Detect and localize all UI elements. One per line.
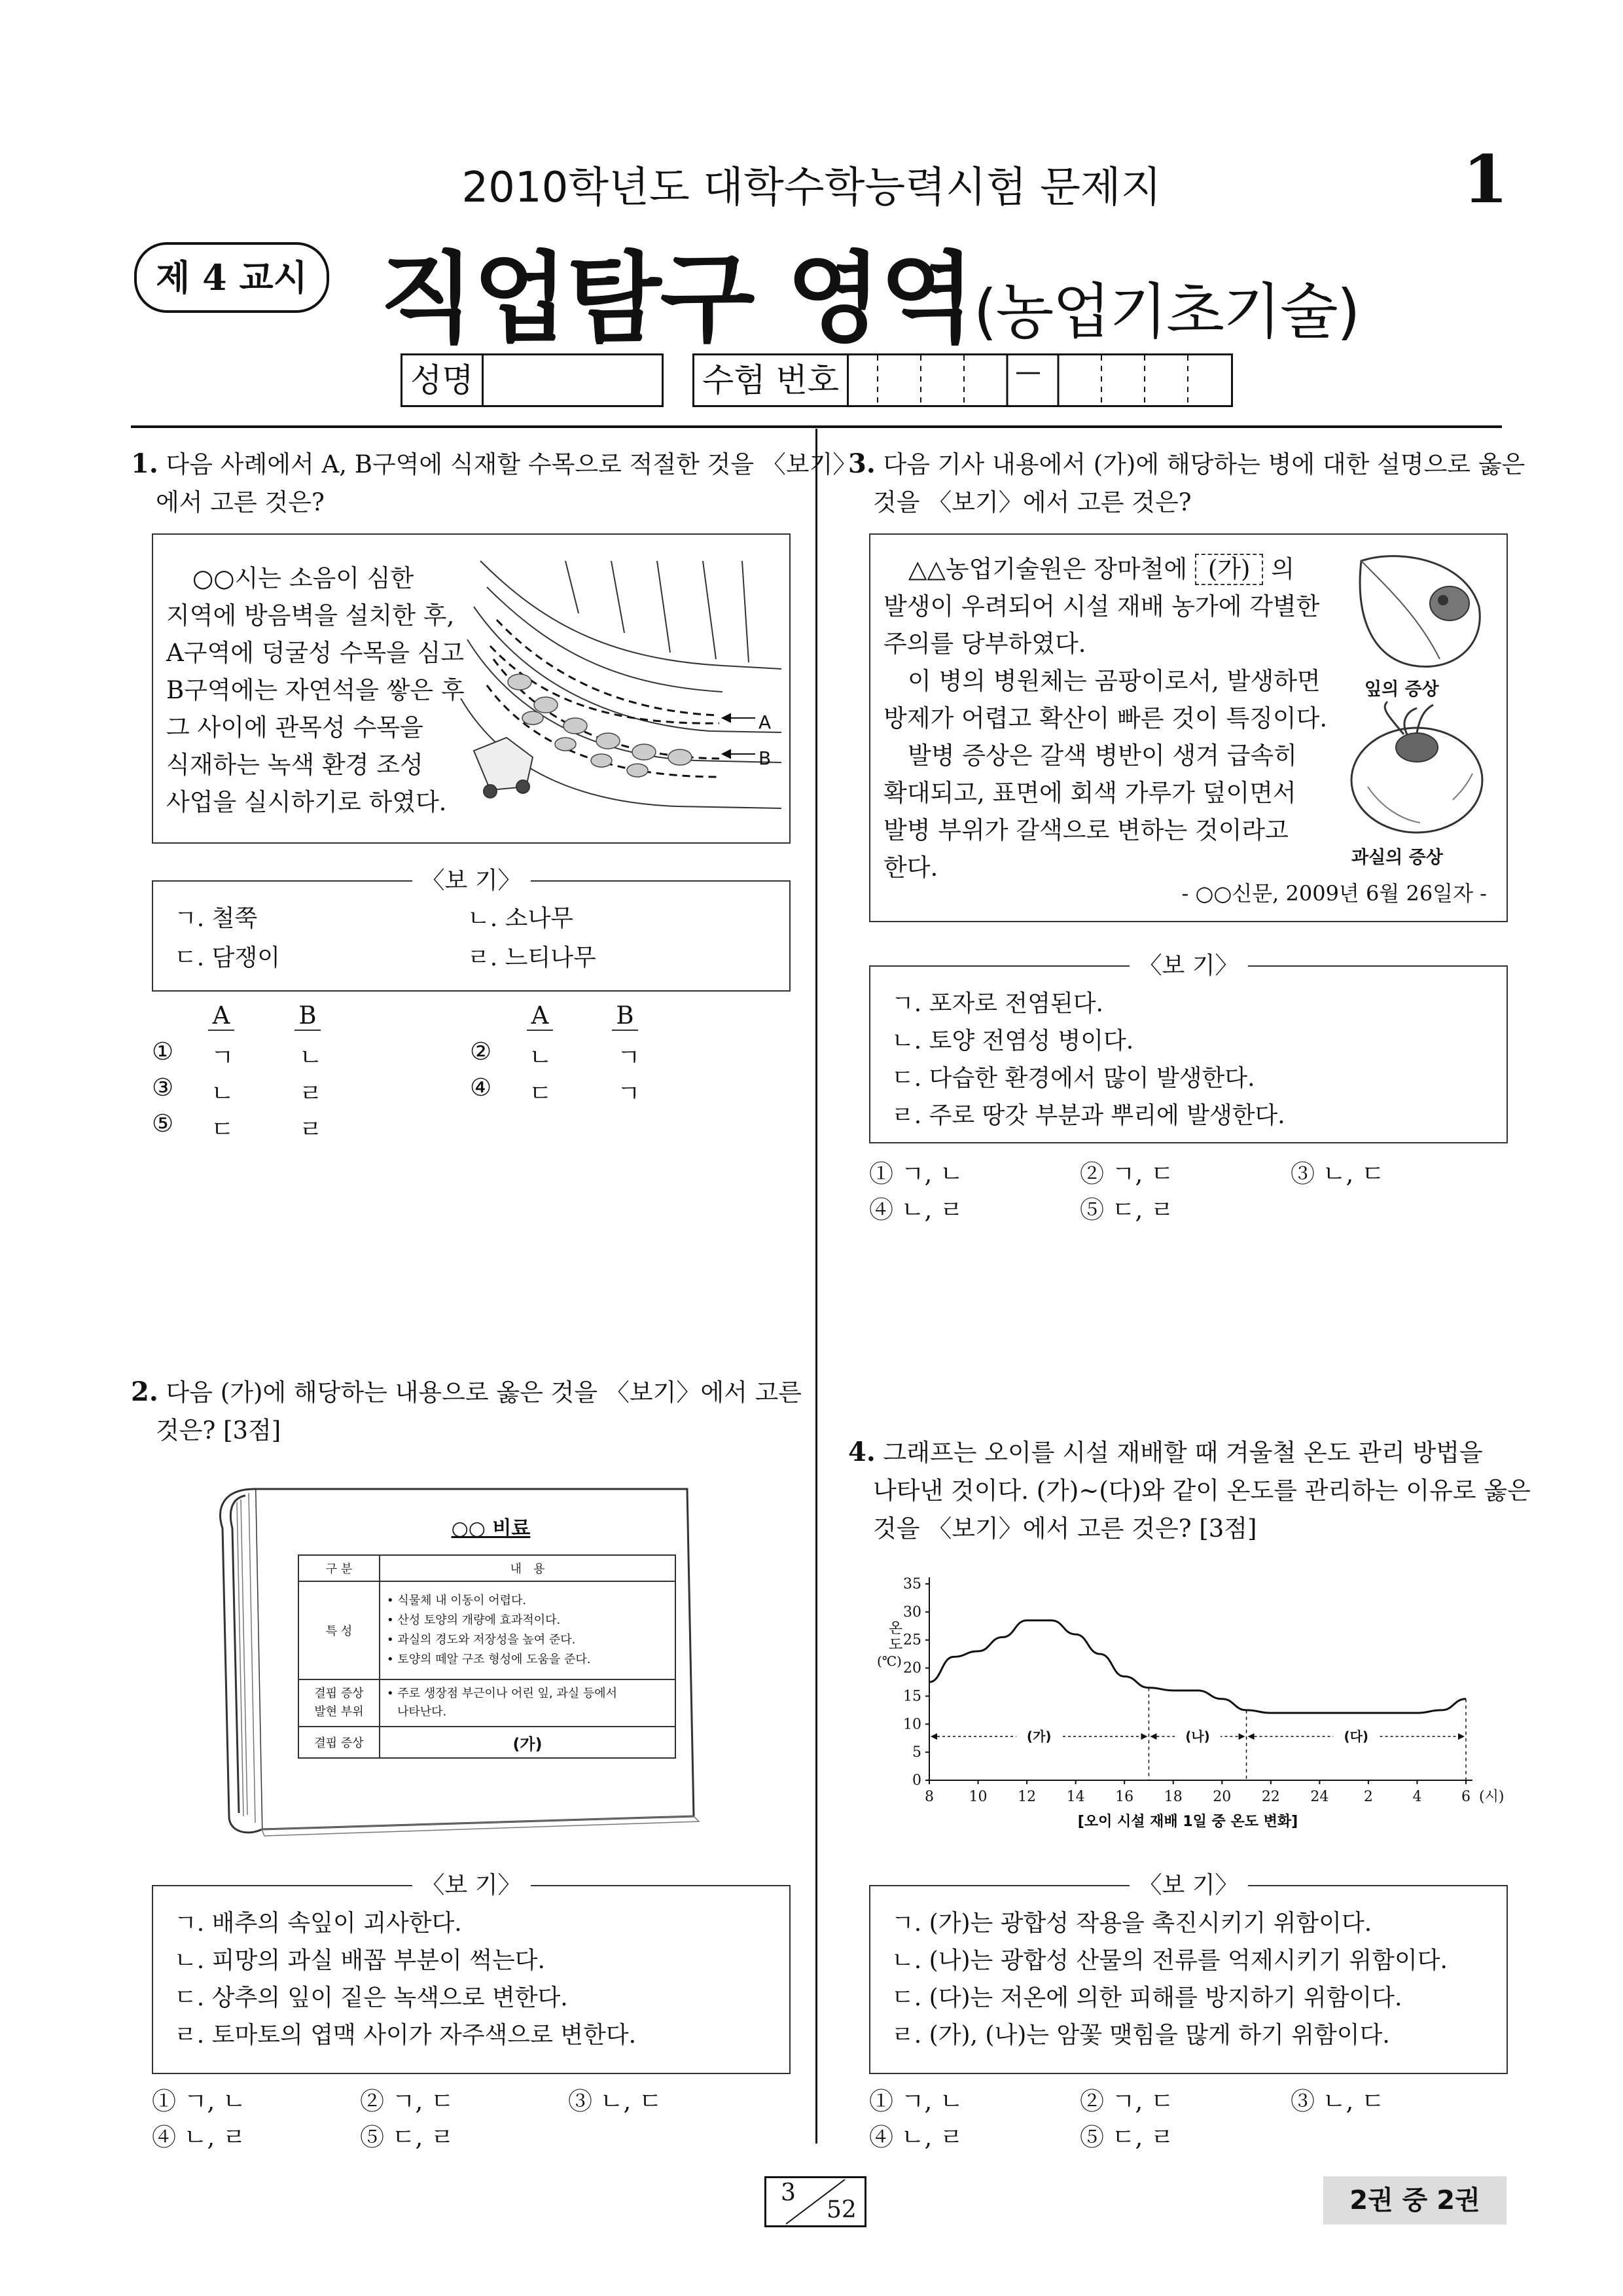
q3-stem-line1: 다음 기사 내용에서 (가)에 해당하는 병에 대한 설명으로 옳은	[883, 450, 1525, 478]
chart-x-tick-label: 4	[1412, 1789, 1422, 1805]
q2-bogi-item: ㄷ. 상추의 잎이 짙은 녹색으로 변한다.	[174, 1984, 568, 2011]
footer-page-top: 3	[781, 2179, 796, 2206]
q4-bogi-item: ㄱ. (가)는 광합성 작용을 촉진시키기 위함이다.	[891, 1910, 1372, 1937]
q3-source: - ○○신문, 2009년 6월 26일자 -	[1181, 881, 1487, 906]
q4-stem-line3: 것을 〈보기〉에서 고른 것은? [3점]	[873, 1515, 1257, 1543]
q2-table-head-2: 내 용	[380, 1555, 675, 1581]
q3-number: 3.	[848, 448, 876, 479]
soundwall-illustration	[461, 561, 781, 823]
q3-fruit-caption: 과실의 증상	[1351, 848, 1443, 868]
chart-ylabel: 온	[889, 1621, 903, 1637]
q3-choice-5[interactable]: ⑤ ㄷ, ㄹ	[1080, 1196, 1174, 1224]
q1-col-a: A	[527, 1001, 553, 1031]
q3-bogi-box	[869, 952, 1508, 1143]
q3-passage-line: 방제가 어렵고 확산이 빠른 것이 특징이다.	[883, 704, 1328, 732]
q2-choice-5[interactable]: ⑤ ㄷ, ㄹ	[360, 2123, 454, 2151]
chart-period-label: (다)	[1344, 1729, 1369, 1745]
chart-x-tick-label: 12	[1018, 1789, 1037, 1805]
fruit-symptom-image	[1342, 702, 1492, 839]
chart-x-tick-label: 6	[1461, 1789, 1471, 1805]
chart-period-arrow	[1458, 1733, 1465, 1740]
q2-choice-4[interactable]: ④ ㄴ, ㄹ	[152, 2123, 246, 2151]
q1-passage-line: B구역에는 자연석을 쌓은 후	[166, 676, 465, 704]
q1-bogi-box	[152, 867, 791, 992]
q3-choice-1[interactable]: ① ㄱ, ㄴ	[869, 1160, 963, 1188]
q3-bogi-item: ㄱ. 포자로 전염된다.	[891, 990, 1103, 1017]
q1-passage-line: 식재하는 녹색 환경 조성	[166, 751, 423, 779]
q2-choice-2[interactable]: ② ㄱ, ㄷ	[360, 2087, 454, 2115]
name-field[interactable]	[401, 353, 664, 407]
q3-passage-line: 한다.	[883, 853, 938, 882]
q2-fertilizer-table	[298, 1554, 676, 1759]
q2-bogi-item: ㄴ. 피망의 과실 배꼽 부분이 썩는다.	[174, 1947, 545, 1974]
q4-bogi-box	[869, 1872, 1508, 2074]
q3-passage-line: 발병 증상은 갈색 병반이 생겨 급속히	[883, 742, 1297, 770]
q2-stem-line2: 것은? [3점]	[156, 1416, 281, 1444]
footer-volume: 2권 중 2권	[1323, 2176, 1507, 2225]
exam-number-label: 수험 번호	[694, 355, 849, 405]
q2-row1-item: • 과실의 경도와 저장성을 높여 준다.	[387, 1633, 576, 1647]
q4-bogi-item: ㄹ. (가), (나)는 암꽃 맺힘을 많게 하기 위함이다.	[891, 2022, 1390, 2049]
q1-label-a: A	[758, 711, 772, 733]
q2-row2-text: 나타난다.	[397, 1705, 447, 1719]
column-divider	[815, 429, 817, 2144]
q3-passage-line: 이 병의 병원체는 곰팡이로서, 발생하면	[883, 667, 1321, 695]
q3-passage-line: △△농업기술원은 장마철에	[908, 555, 1188, 583]
q1-bogi-title: 〈보 기〉	[412, 867, 531, 894]
q2-bogi-title: 〈보 기〉	[412, 1872, 531, 1899]
q1-choice-3[interactable]: ③ ㄴ ㄹ	[152, 1073, 323, 1107]
q4-bogi-title: 〈보 기〉	[1130, 1872, 1248, 1899]
q3-choice-3[interactable]: ③ ㄴ, ㄷ	[1291, 1160, 1385, 1188]
leaf-symptom-image	[1342, 548, 1492, 679]
chart-period-label: (나)	[1185, 1729, 1210, 1745]
exam-number-dash: —	[1015, 357, 1041, 387]
question-2	[131, 1373, 802, 1450]
q2-row3-value: (가)	[380, 1727, 675, 1758]
q3-leaf-caption: 잎의 증상	[1364, 679, 1439, 700]
question-3	[848, 445, 1525, 522]
q4-stem-line2: 나타낸 것이다. (가)~(다)와 같이 온도를 관리하는 이유로 옳은	[873, 1477, 1531, 1505]
q2-choice-1[interactable]: ① ㄱ, ㄴ	[152, 2087, 246, 2115]
q3-bogi-item: ㄹ. 주로 땅갓 부분과 뿌리에 발생한다.	[891, 1102, 1285, 1129]
q1-stem-line1: 다음 사례에서 A, B구역에 식재할 수목으로 적절한 것을 〈보기〉	[166, 450, 857, 478]
q1-bogi-item: ㄹ. 느티나무	[467, 944, 596, 971]
q3-passage-line: 의	[1271, 555, 1294, 583]
q3-passage-line: 발병 부위가 갈색으로 변하는 것이라고	[883, 816, 1289, 844]
page-number: 1	[1463, 141, 1508, 218]
q1-stem-line2: 에서 고른 것은?	[156, 488, 325, 516]
q4-choice-4[interactable]: ④ ㄴ, ㄹ	[869, 2123, 963, 2151]
q1-bogi-item: ㄷ. 담쟁이	[174, 944, 280, 971]
q3-bogi-item: ㄴ. 토양 전염성 병이다.	[891, 1028, 1134, 1054]
q2-table-head-1: 구 분	[298, 1555, 380, 1581]
chart-ylabel: 도	[889, 1637, 903, 1653]
q1-passage-line: 지역에 방음벽을 설치한 후,	[166, 601, 455, 630]
q4-bogi-item: ㄷ. (다)는 저온에 의한 피해를 방지하기 위함이다.	[891, 1984, 1402, 2011]
q1-label-b: B	[758, 747, 772, 769]
footer-page-number	[764, 2176, 866, 2227]
chart-period-arrow	[1248, 1733, 1255, 1740]
exam-number-field[interactable]	[692, 353, 1233, 407]
chart-ylabel-unit: (℃)	[877, 1653, 902, 1669]
chart-y-tick-label: 10	[903, 1716, 921, 1733]
chart-y-tick-label: 25	[903, 1632, 921, 1649]
q1-col-a: A	[208, 1001, 234, 1031]
q1-passage-box	[152, 533, 791, 844]
q1-bogi-item: ㄱ. 철쭉	[174, 905, 258, 932]
chart-x-tick-label: 10	[969, 1789, 988, 1805]
chart-x-tick-label: 22	[1261, 1789, 1280, 1805]
q2-bogi-box	[152, 1872, 791, 2074]
q2-row1-item: • 토양의 떼알 구조 형성에 도움을 준다.	[387, 1653, 591, 1666]
q2-row1-label: 특 성	[298, 1581, 380, 1679]
q2-row3-label: 결핍 증상	[298, 1727, 380, 1758]
question-4	[848, 1433, 1531, 1548]
q1-choice-4[interactable]: ④ ㄷ ㄱ	[470, 1073, 641, 1107]
q4-choice-3[interactable]: ③ ㄴ, ㄷ	[1291, 2087, 1385, 2115]
q4-number: 4.	[848, 1437, 876, 1467]
q2-bogi-item: ㄱ. 배추의 속잎이 괴사한다.	[174, 1910, 462, 1937]
chart-y-tick-label: 30	[903, 1604, 921, 1621]
chart-period-arrow	[1141, 1733, 1147, 1740]
q1-passage-line: 그 사이에 관목성 수목을	[166, 713, 423, 742]
area-title: 직업탐구 영역	[380, 242, 974, 356]
q2-row2-label: 결핍 증상	[314, 1687, 364, 1700]
q2-choice-3[interactable]: ③ ㄴ, ㄷ	[568, 2087, 662, 2115]
q1-bogi-item: ㄴ. 소나무	[467, 905, 573, 932]
chart-period-arrow	[1150, 1733, 1156, 1740]
q2-number: 2.	[131, 1376, 158, 1407]
q2-row2-label: 발현 부위	[314, 1705, 364, 1719]
chart-y-tick-label: 15	[903, 1688, 921, 1705]
chart-period-arrow	[1239, 1733, 1245, 1740]
chart-x-tick-label: 20	[1213, 1789, 1232, 1805]
question-1	[131, 445, 857, 522]
q2-row1-item: • 식물체 내 이동이 어렵다.	[387, 1594, 527, 1607]
name-label: 성명	[402, 355, 484, 405]
chart-x-tick-label: 18	[1164, 1789, 1183, 1805]
exam-title: 2010학년도 대학수학능력시험 문제지	[461, 164, 1162, 212]
main-title	[380, 219, 1359, 361]
q3-choice-4[interactable]: ④ ㄴ, ㄹ	[869, 1196, 963, 1224]
chart-y-tick-label: 20	[903, 1660, 921, 1677]
temperature-series-line	[929, 1621, 1466, 1713]
chart-x-tick-label: 16	[1115, 1789, 1134, 1805]
subject-title: (농업기초기술)	[973, 277, 1359, 347]
q3-passage-line: 주의를 당부하였다.	[883, 630, 1086, 658]
q3-passage-line: 확대되고, 표면에 회색 가루가 덮이면서	[883, 779, 1296, 807]
q1-col-b: B	[294, 1001, 321, 1031]
q3-passage-box	[869, 533, 1508, 922]
q3-blank-ga: (가)	[1195, 554, 1264, 585]
q1-col-b: B	[612, 1001, 638, 1031]
q4-bogi-item: ㄴ. (나)는 광합성 산물의 전류를 억제시키기 위함이다.	[891, 1947, 1448, 1974]
chart-y-tick-label: 0	[912, 1772, 921, 1789]
chart-x-unit: (시)	[1479, 1789, 1505, 1805]
header-rule	[131, 425, 1502, 428]
q2-bogi-item: ㄹ. 토마토의 엽맥 사이가 자주색으로 변한다.	[174, 2022, 637, 2049]
q1-passage-line: A구역에 덩굴성 수목을 심고	[166, 639, 465, 667]
q4-stem-line1: 그래프는 오이를 시설 재배할 때 겨울철 온도 관리 방법을	[883, 1439, 1483, 1467]
chart-y-tick-label: 5	[912, 1744, 921, 1761]
chart-x-tick-label: 8	[925, 1789, 934, 1805]
q1-choice-2[interactable]: ② ㄴ ㄱ	[470, 1037, 641, 1071]
q4-choice-2[interactable]: ② ㄱ, ㄷ	[1080, 2087, 1174, 2115]
q4-choice-5[interactable]: ⑤ ㄷ, ㄹ	[1080, 2123, 1174, 2151]
chart-title: [오이 시설 재배 1일 중 온도 변화]	[1077, 1814, 1298, 1830]
chart-y-tick-label: 35	[903, 1576, 921, 1592]
q3-bogi-item: ㄷ. 다습한 환경에서 많이 발생한다.	[891, 1065, 1255, 1092]
q2-row1-item: • 산성 토양의 개량에 효과적이다.	[387, 1613, 561, 1627]
chart-x-tick-label: 2	[1363, 1789, 1373, 1805]
temperature-chart	[877, 1558, 1505, 1833]
period-badge: 제 4 교시	[134, 242, 329, 313]
chart-x-tick-label: 14	[1066, 1789, 1085, 1805]
chart-period-arrow	[931, 1733, 937, 1740]
q4-choice-1[interactable]: ① ㄱ, ㄴ	[869, 2087, 963, 2115]
q1-passage-line: 사업을 실시하기로 하였다.	[166, 788, 447, 816]
q2-book-title: ○○ 비료	[451, 1517, 531, 1540]
q3-choice-2[interactable]: ② ㄱ, ㄷ	[1080, 1160, 1174, 1188]
q2-stem-line1: 다음 (가)에 해당하는 내용으로 옳은 것을 〈보기〉에서 고른	[166, 1378, 802, 1407]
chart-x-tick-label: 24	[1310, 1789, 1329, 1805]
q1-choice-5[interactable]: ⑤ ㄷ ㄹ	[152, 1109, 323, 1143]
q1-passage-line: ○○시는 소음이 심한	[192, 564, 414, 592]
q1-number: 1.	[131, 448, 158, 479]
q3-stem-line2: 것을 〈보기〉에서 고른 것은?	[873, 488, 1192, 516]
q3-passage-line: 발생이 우려되어 시설 재배 농가에 각별한	[883, 592, 1320, 620]
q3-bogi-title: 〈보 기〉	[1130, 952, 1248, 979]
footer-page-bottom: 52	[827, 2197, 857, 2223]
q1-choice-1[interactable]: ① ㄱ ㄴ	[152, 1037, 323, 1071]
chart-period-label: (가)	[1026, 1729, 1052, 1745]
q2-row2-text: • 주로 생장점 부근이나 어린 잎, 과실 등에서	[387, 1687, 617, 1700]
